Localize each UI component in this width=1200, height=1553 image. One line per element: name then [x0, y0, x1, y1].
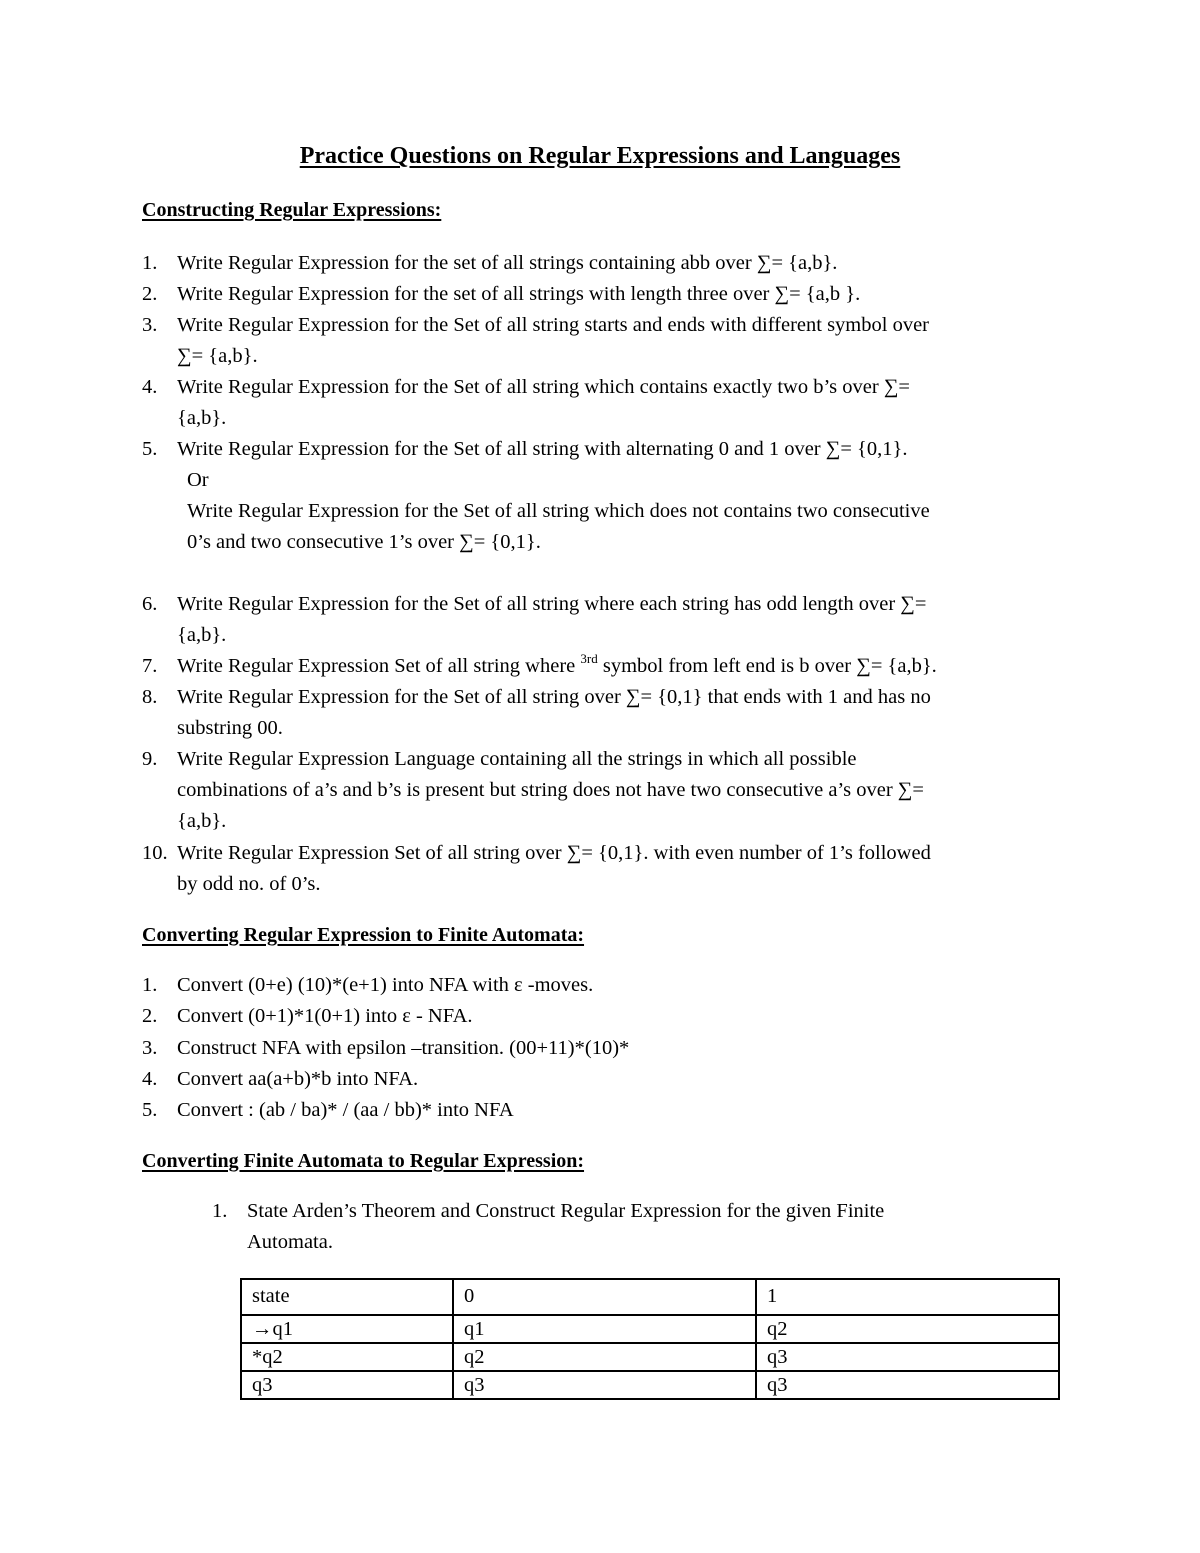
question-number: 5. [142, 1099, 158, 1121]
question-text-cont: {a,b}. [177, 624, 227, 646]
question-number: 10. [142, 842, 168, 864]
table-header-row [241, 1279, 1059, 1315]
question-text-cont: combinations of a’s and b’s is present but string does not have two consecutive a’s over ∑= [177, 779, 924, 801]
table-cell: q3 [241, 1371, 453, 1399]
question-number: 3. [142, 1037, 158, 1059]
question-text: Convert aa(a+b)*b into NFA. [177, 1068, 419, 1090]
question-text: Write Regular Expression for the Set of all string which does not contains two consecutive [187, 500, 930, 522]
question-text-cont: Automata. [247, 1231, 333, 1253]
table-cell: q3 [756, 1371, 1059, 1399]
table-cell: →q1 [241, 1315, 453, 1343]
question-text-cont: ∑= {a,b}. [177, 345, 258, 367]
section-heading-fa-to-re: Converting Finite Automata to Regular Expression: [142, 1150, 585, 1172]
question-text: Convert (0+e) (10)*(e+1) into NFA with ε -moves. [177, 974, 594, 996]
table-cell: q2 [756, 1315, 1059, 1343]
question-text [177, 651, 937, 682]
question-text: Convert : (ab / ba)* / (aa / bb)* into NFA [177, 1099, 514, 1121]
question-text-cont: {a,b}. [177, 810, 227, 832]
question-text-cont: by odd no. of 0’s. [177, 873, 321, 895]
question-text-part: symbol from left end is b over ∑= {a,b}. [597, 655, 937, 677]
question-text: Write Regular Expression for the Set of all string which contains exactly two b’s over ∑= [177, 376, 910, 398]
question-number: 1. [212, 1200, 228, 1222]
question-number: 2. [142, 283, 158, 305]
question-text: Construct NFA with epsilon –transition. (00+11)*(10)* [177, 1037, 630, 1059]
question-text: Write Regular Expression Set of all string over ∑= {0,1}. with even number of 1’s followed [177, 842, 931, 864]
question-number: 7. [142, 655, 158, 677]
table-header-cell: 0 [453, 1279, 756, 1315]
question-text: Write Regular Expression for the Set of all string starts and ends with different symbol over [177, 314, 930, 336]
table-header-cell: state [241, 1279, 453, 1315]
question-text-cont: 0’s and two consecutive 1’s over ∑= {0,1}. [187, 531, 541, 553]
question-text-part: Write Regular Expression Set of all string where [177, 655, 581, 677]
question-number: 8. [142, 686, 158, 708]
transition-table [240, 1278, 1060, 1400]
question-text: Write Regular Expression for the set of all strings containing abb over ∑= {a,b}. [177, 252, 838, 274]
table-cell: *q2 [241, 1343, 453, 1371]
question-number: 1. [142, 252, 158, 274]
or-label: Or [187, 469, 209, 491]
question-number: 4. [142, 376, 158, 398]
question-text: State Arden’s Theorem and Construct Regular Expression for the given Finite [247, 1200, 885, 1222]
question-text-cont: {a,b}. [177, 407, 227, 429]
question-number: 5. [142, 438, 158, 460]
question-text: Convert (0+1)*1(0+1) into ε - NFA. [177, 1005, 473, 1027]
table-row [241, 1315, 1059, 1343]
table-cell: q2 [453, 1343, 756, 1371]
question-number: 6. [142, 593, 158, 615]
question-text: Write Regular Expression for the Set of all string where each string has odd length over ∑= [177, 593, 927, 615]
question-text: Write Regular Expression Language containing all the strings in which all possible [177, 748, 857, 770]
question-text: Write Regular Expression for the set of all strings with length three over ∑= {a,b }. [177, 283, 861, 305]
table-row [241, 1371, 1059, 1399]
section-heading-re-to-fa: Converting Regular Expression to Finite Automata: [142, 924, 585, 946]
question-number: 9. [142, 748, 158, 770]
question-text-cont: substring 00. [177, 717, 283, 739]
question-number: 3. [142, 314, 158, 336]
question-number: 4. [142, 1068, 158, 1090]
question-number: 1. [142, 974, 158, 996]
question-number: 2. [142, 1005, 158, 1027]
superscript: 3rd [580, 651, 598, 666]
table-cell: q3 [756, 1343, 1059, 1371]
page-title: Practice Questions on Regular Expressions and Languages [299, 143, 901, 169]
table-cell: q3 [453, 1371, 756, 1399]
section-heading-constructing: Constructing Regular Expressions: [142, 199, 442, 221]
table-cell: q1 [453, 1315, 756, 1343]
question-text: Write Regular Expression for the Set of all string over ∑= {0,1} that ends with 1 and has no [177, 686, 931, 708]
table-row [241, 1343, 1059, 1371]
question-text: Write Regular Expression for the Set of all string with alternating 0 and 1 over ∑= {0,1}. [177, 438, 908, 460]
table-header-cell: 1 [756, 1279, 1059, 1315]
